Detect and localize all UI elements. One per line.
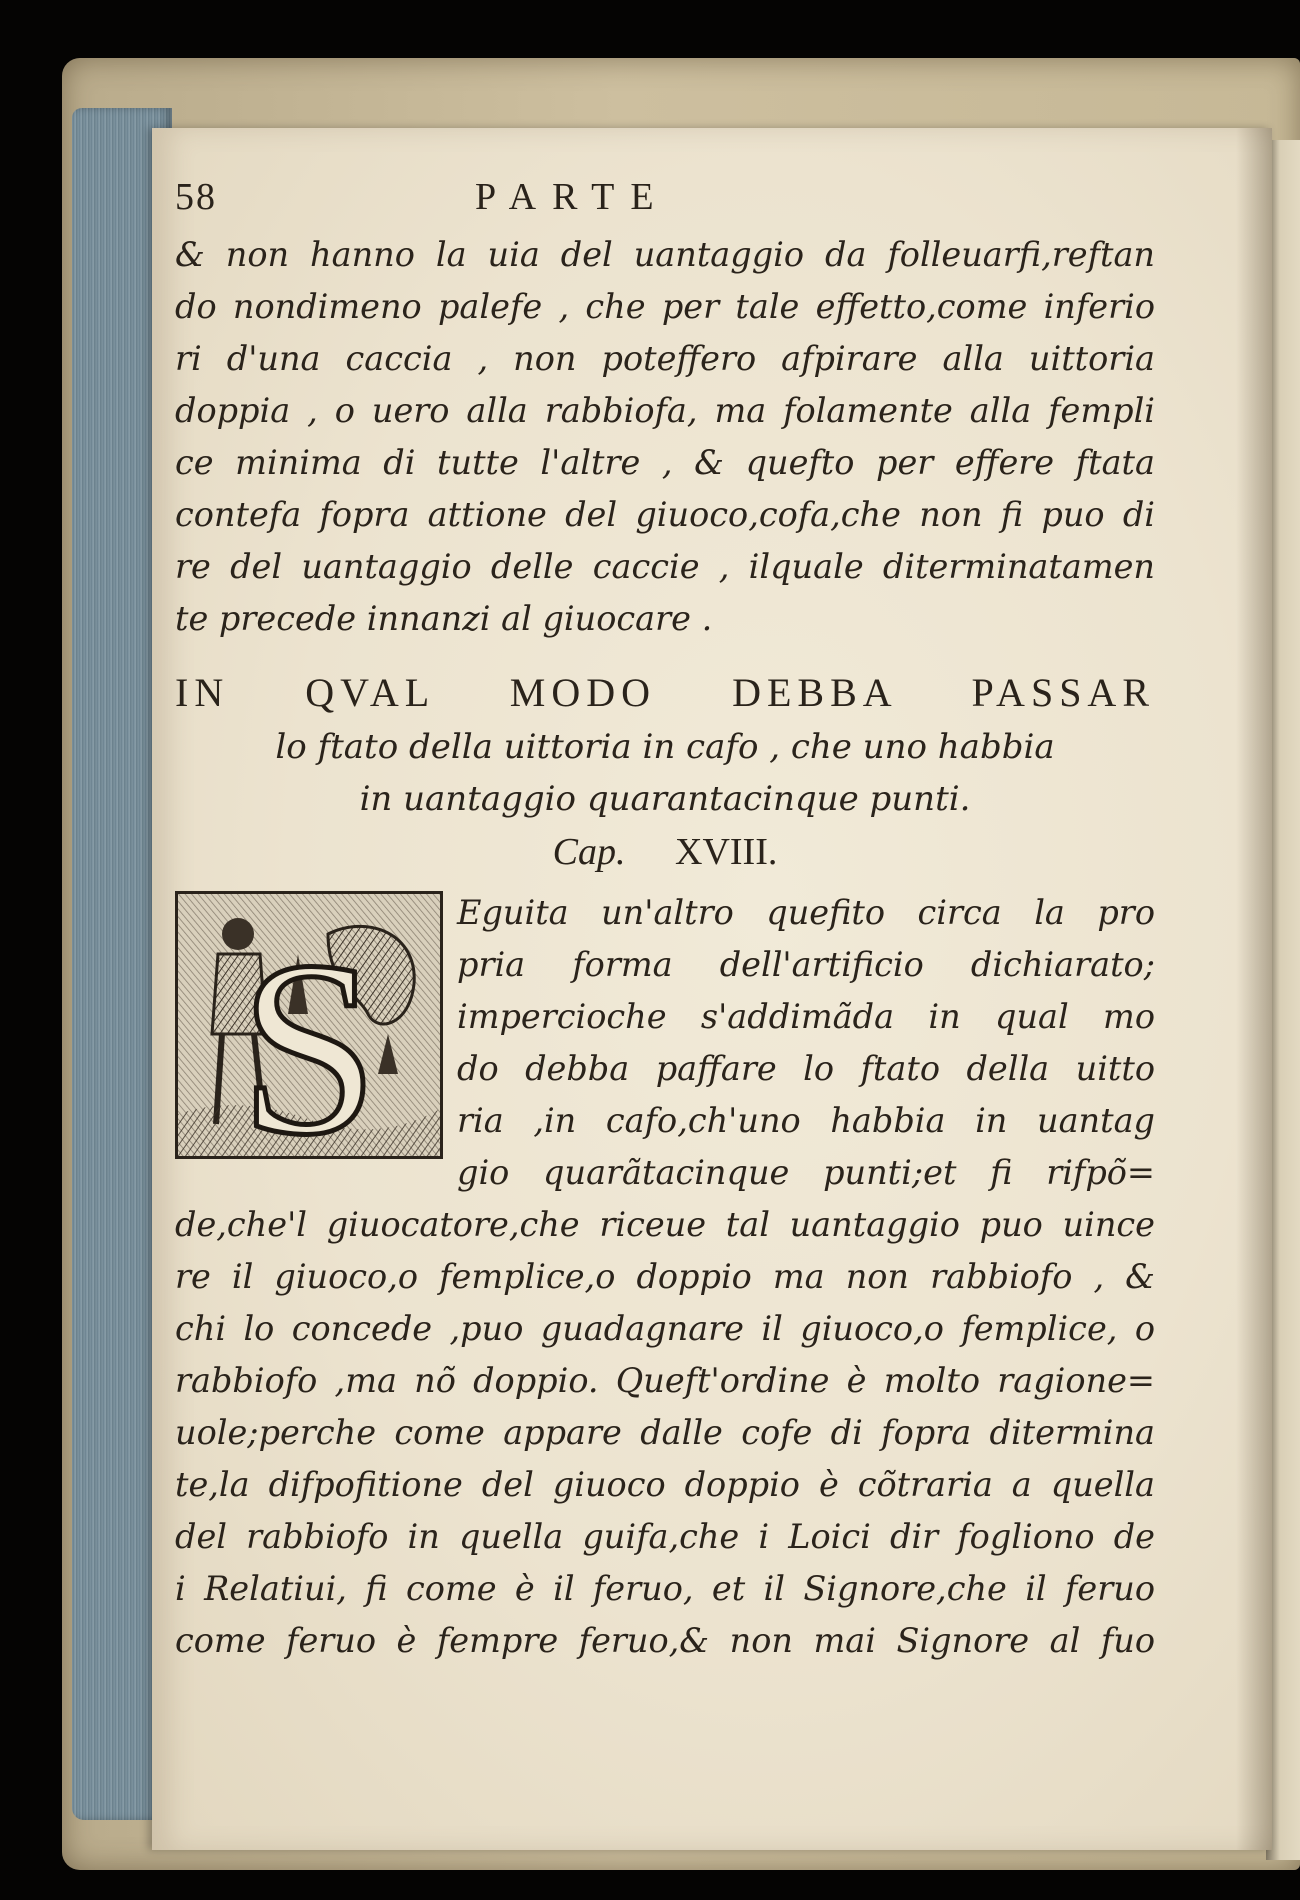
text-line: te,la difpofitione del giuoco doppio è cõtraria a quella	[175, 1465, 1155, 1504]
text-line: te precede innanzi al giuocare .	[175, 599, 713, 638]
text-line: contefa fopra attione del giuoco,cofa,che non fi puo di	[175, 495, 1155, 534]
chapter-cap-label: Cap.	[552, 831, 626, 873]
drop-cap-lines	[457, 887, 1155, 1199]
text-line: do debba paffare lo ftato della uitto	[457, 1049, 1155, 1088]
text-line: come feruo è fempre feruo,& non mai Signore al fuo	[175, 1621, 1155, 1660]
chapter-cap-number: XVIII.	[675, 831, 778, 873]
page-gutter	[1236, 128, 1272, 1850]
text-line: pria forma dell'artificio dichiarato;	[457, 945, 1155, 984]
text-line: i Relatiui, fi come è il feruo, et il Signore,che il feruo	[175, 1569, 1155, 1608]
chapter-number	[175, 825, 1155, 879]
text-block	[175, 165, 1155, 1667]
chapter-subtitle: lo ftato della uittoria in cafo , che uno habbia	[275, 727, 1055, 767]
page-number: 58	[175, 176, 217, 218]
text-line: Eguita un'altro quefito circa la pro	[457, 893, 1155, 932]
text-line: ri d'una caccia , non poteffero afpirare alla uittoria	[175, 339, 1155, 378]
text-line: do nondimeno palefe , che per tale effetto,come inferio	[175, 287, 1155, 326]
running-head: PARTE	[475, 176, 670, 218]
woodcut-initial	[175, 891, 443, 1159]
drop-cap-paragraph	[175, 887, 1155, 1199]
text-line: re il giuoco,o femplice,o doppio ma non rabbiofo , &	[175, 1257, 1155, 1296]
text-line: gio quarãtacinque punti;et fi rifpõ=	[457, 1153, 1155, 1192]
woodcut-initial-icon	[178, 894, 440, 1156]
drop-cap-letter: S	[239, 910, 379, 1156]
chapter-heading: IN QVAL MODO DEBBA PASSAR	[175, 670, 1155, 715]
text-line: doppia , o uero alla rabbiofa, ma folamente alla fempli	[175, 391, 1155, 430]
text-line: rabbiofo ,ma nõ doppio. Queft'ordine è molto ragione=	[175, 1361, 1155, 1400]
text-line: ria ,in cafo,ch'uno habbia in uantag	[457, 1101, 1155, 1140]
text-line: del rabbiofo in quella guifa,che i Loici dir fogliono de	[175, 1517, 1155, 1556]
text-line: ce minima di tutte l'altre , & quefto per effere ftata	[175, 443, 1155, 482]
text-line: de,che'l giuocatore,che riceue tal uantaggio puo uince	[175, 1205, 1155, 1244]
text-line: & non hanno la uia del uantaggio da folleuarfi,reftan	[175, 235, 1155, 274]
paragraph-1	[175, 229, 1155, 645]
text-line: uole;perche come appare dalle cofe di fopra ditermina	[175, 1413, 1155, 1452]
paragraph-2	[175, 1199, 1155, 1667]
chapter-subtitle: in uantaggio quarantacinque punti.	[359, 779, 971, 819]
text-line: chi lo concede ,puo guadagnare il giuoco,o femplice, o	[175, 1309, 1155, 1348]
page-header	[175, 165, 1155, 229]
text-line: impercioche s'addimãda in qual mo	[457, 997, 1155, 1036]
text-line: re del uantaggio delle caccie , ilquale diterminatamen	[175, 547, 1155, 586]
